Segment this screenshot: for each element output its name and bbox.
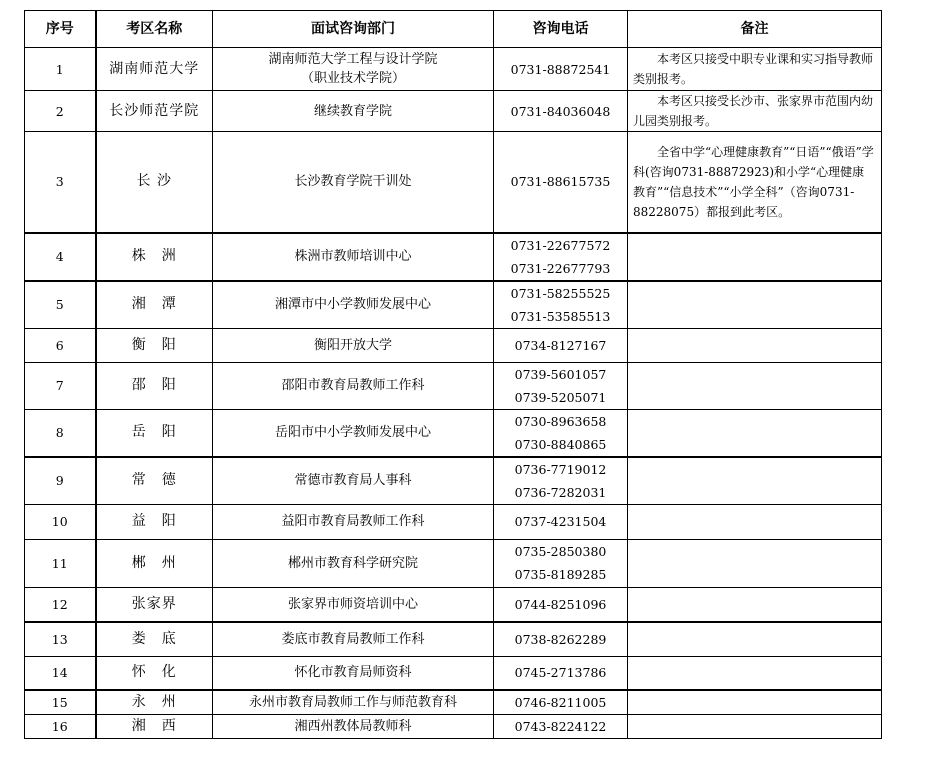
phone-number: 0731-88615735 bbox=[510, 174, 611, 190]
department bbox=[213, 233, 494, 281]
department bbox=[213, 715, 494, 739]
note-cell bbox=[628, 504, 882, 539]
department-line: 株洲市教师培训中心 bbox=[294, 249, 412, 264]
phone-number: 0746-8211005 bbox=[514, 695, 607, 710]
phone-number: 0734-8127167 bbox=[514, 337, 607, 353]
note-cell bbox=[628, 656, 882, 690]
region-name: 衡 阳 bbox=[96, 328, 213, 362]
row-number: 9 bbox=[25, 457, 96, 505]
department-line: 娄底市教育局教师工作科 bbox=[281, 631, 425, 647]
department-line: 岳阳市中小学教师发展中心 bbox=[274, 425, 431, 440]
table-row bbox=[25, 281, 882, 329]
phone-cell bbox=[494, 281, 628, 329]
table-row bbox=[25, 48, 882, 91]
table-row bbox=[25, 457, 882, 505]
region-name: 岳 阳 bbox=[96, 409, 213, 457]
department bbox=[213, 48, 494, 91]
phone-number: 0737-4231504 bbox=[514, 514, 607, 529]
row-number: 15 bbox=[25, 690, 96, 715]
region-name: 邵 阳 bbox=[96, 362, 213, 409]
phone-cell bbox=[494, 504, 628, 539]
phone-number: 0744-8251096 bbox=[514, 596, 607, 612]
phone-cell bbox=[494, 539, 628, 587]
department bbox=[213, 656, 494, 690]
region-name: 张家界 bbox=[96, 587, 213, 622]
row-number: 12 bbox=[25, 587, 96, 622]
phone-number: 0730-8963658 bbox=[514, 413, 607, 429]
row-number: 13 bbox=[25, 622, 96, 656]
phone-number: 0736-7282031 bbox=[514, 484, 607, 500]
department-line: 湖南师范大学工程与设计学院 bbox=[268, 52, 438, 67]
department-line: 张家界市师资培训中心 bbox=[287, 596, 418, 612]
note-cell bbox=[628, 409, 882, 457]
table-row bbox=[25, 409, 882, 457]
table-row bbox=[25, 622, 882, 656]
region-name: 长 沙 bbox=[96, 132, 213, 233]
phone-cell bbox=[494, 328, 628, 362]
region-name: 株 洲 bbox=[96, 233, 213, 281]
phone-cell bbox=[494, 91, 628, 132]
region-name: 湘 潭 bbox=[96, 281, 213, 329]
note-cell bbox=[628, 281, 882, 329]
phone-number: 0736-7719012 bbox=[514, 461, 607, 477]
department bbox=[213, 328, 494, 362]
department-line: 永州市教育局教师工作与师范教育科 bbox=[248, 695, 457, 710]
region-name: 湖南师范大学 bbox=[96, 48, 213, 91]
department-line: 衡阳开放大学 bbox=[313, 337, 392, 353]
consultation-table bbox=[24, 10, 882, 739]
department bbox=[213, 91, 494, 132]
row-number: 8 bbox=[25, 409, 96, 457]
row-number: 5 bbox=[25, 281, 96, 329]
table-row bbox=[25, 233, 882, 281]
row-number: 10 bbox=[25, 504, 96, 539]
region-name: 郴 州 bbox=[96, 539, 213, 587]
note-cell bbox=[628, 715, 882, 739]
phone-number: 0731-58255525 bbox=[510, 285, 611, 301]
phone-cell bbox=[494, 48, 628, 91]
note-cell bbox=[628, 457, 882, 505]
row-number: 7 bbox=[25, 362, 96, 409]
region-name: 怀 化 bbox=[96, 656, 213, 690]
department bbox=[213, 281, 494, 329]
phone-number: 0739-5205071 bbox=[514, 389, 607, 405]
department bbox=[213, 622, 494, 656]
phone-cell bbox=[494, 622, 628, 656]
department bbox=[213, 587, 494, 622]
table-row bbox=[25, 587, 882, 622]
phone-number: 0731-22677793 bbox=[510, 260, 611, 276]
phone-number: 0731-53585513 bbox=[510, 308, 611, 324]
phone-number: 0735-8189285 bbox=[514, 567, 607, 582]
note-cell: 本考区只接受长沙市、张家界市范围内幼儿园类别报考。 bbox=[628, 91, 882, 132]
table-row bbox=[25, 539, 882, 587]
note-cell bbox=[628, 539, 882, 587]
table-header-row bbox=[25, 11, 882, 48]
table-row bbox=[25, 91, 882, 132]
region-name: 益 阳 bbox=[96, 504, 213, 539]
region-name: 常 德 bbox=[96, 457, 213, 505]
note-cell: 全省中学“心理健康教育”“日语”“俄语”学科(咨询0731-88872923)和小学“心理健康教育”“信息技术”“小学全科”（咨询0731-88228075）都报到此考区。 bbox=[628, 132, 882, 233]
department bbox=[213, 539, 494, 587]
region-name: 永 州 bbox=[96, 690, 213, 715]
table-row bbox=[25, 715, 882, 739]
department-line: 常德市教育局人事科 bbox=[294, 473, 412, 488]
row-number: 3 bbox=[25, 132, 96, 233]
phone-number: 0731-22677572 bbox=[510, 237, 611, 253]
phone-cell bbox=[494, 587, 628, 622]
note-cell bbox=[628, 362, 882, 409]
header-phone: 咨询电话 bbox=[494, 11, 628, 48]
department bbox=[213, 457, 494, 505]
region-name: 长沙师范学院 bbox=[96, 91, 213, 132]
table-row bbox=[25, 504, 882, 539]
row-number: 16 bbox=[25, 715, 96, 739]
table-row bbox=[25, 328, 882, 362]
phone-cell bbox=[494, 656, 628, 690]
phone-number: 0730-8840865 bbox=[514, 436, 607, 452]
phone-number: 0735-2850380 bbox=[514, 544, 607, 559]
phone-number: 0731-84036048 bbox=[510, 103, 611, 119]
department-line: （职业技术学院） bbox=[300, 71, 405, 86]
phone-cell bbox=[494, 233, 628, 281]
table-row bbox=[25, 362, 882, 409]
row-number: 6 bbox=[25, 328, 96, 362]
department bbox=[213, 690, 494, 715]
phone-number: 0738-8262289 bbox=[514, 631, 607, 647]
phone-number: 0739-5601057 bbox=[514, 366, 607, 382]
department-line: 湘潭市中小学教师发展中心 bbox=[274, 297, 431, 312]
row-number: 2 bbox=[25, 91, 96, 132]
department-line: 邵阳市教育局教师工作科 bbox=[281, 378, 425, 393]
phone-cell bbox=[494, 362, 628, 409]
table-row bbox=[25, 132, 882, 233]
row-number: 4 bbox=[25, 233, 96, 281]
region-name: 娄 底 bbox=[96, 622, 213, 656]
department bbox=[213, 409, 494, 457]
department-line: 益阳市教育局教师工作科 bbox=[281, 514, 425, 529]
note-cell bbox=[628, 622, 882, 656]
department bbox=[213, 132, 494, 233]
note-cell: 本考区只接受中职专业课和实习指导教师类别报考。 bbox=[628, 48, 882, 91]
phone-number: 0745-2713786 bbox=[514, 665, 607, 681]
note-cell bbox=[628, 233, 882, 281]
phone-number: 0731-88872541 bbox=[510, 61, 611, 77]
department-line: 继续教育学院 bbox=[313, 103, 392, 119]
row-number: 11 bbox=[25, 539, 96, 587]
phone-cell bbox=[494, 715, 628, 739]
note-cell bbox=[628, 587, 882, 622]
phone-cell bbox=[494, 457, 628, 505]
header-region: 考区名称 bbox=[96, 11, 213, 48]
phone-number: 0743-8224122 bbox=[514, 719, 607, 734]
phone-cell bbox=[494, 409, 628, 457]
department-line: 长沙教育学院干训处 bbox=[294, 174, 412, 190]
table-row bbox=[25, 656, 882, 690]
department-line: 怀化市教育局师资科 bbox=[294, 665, 412, 681]
phone-cell bbox=[494, 132, 628, 233]
department bbox=[213, 362, 494, 409]
department bbox=[213, 504, 494, 539]
header-dept: 面试咨询部门 bbox=[213, 11, 494, 48]
header-no: 序号 bbox=[25, 11, 96, 48]
department-line: 郴州市教育科学研究院 bbox=[287, 555, 418, 571]
row-number: 14 bbox=[25, 656, 96, 690]
table-row bbox=[25, 690, 882, 715]
note-cell bbox=[628, 328, 882, 362]
row-number: 1 bbox=[25, 48, 96, 91]
department-line: 湘西州教体局教师科 bbox=[294, 719, 412, 734]
phone-cell bbox=[494, 690, 628, 715]
header-note: 备注 bbox=[628, 11, 882, 48]
note-cell bbox=[628, 690, 882, 715]
region-name: 湘 西 bbox=[96, 715, 213, 739]
